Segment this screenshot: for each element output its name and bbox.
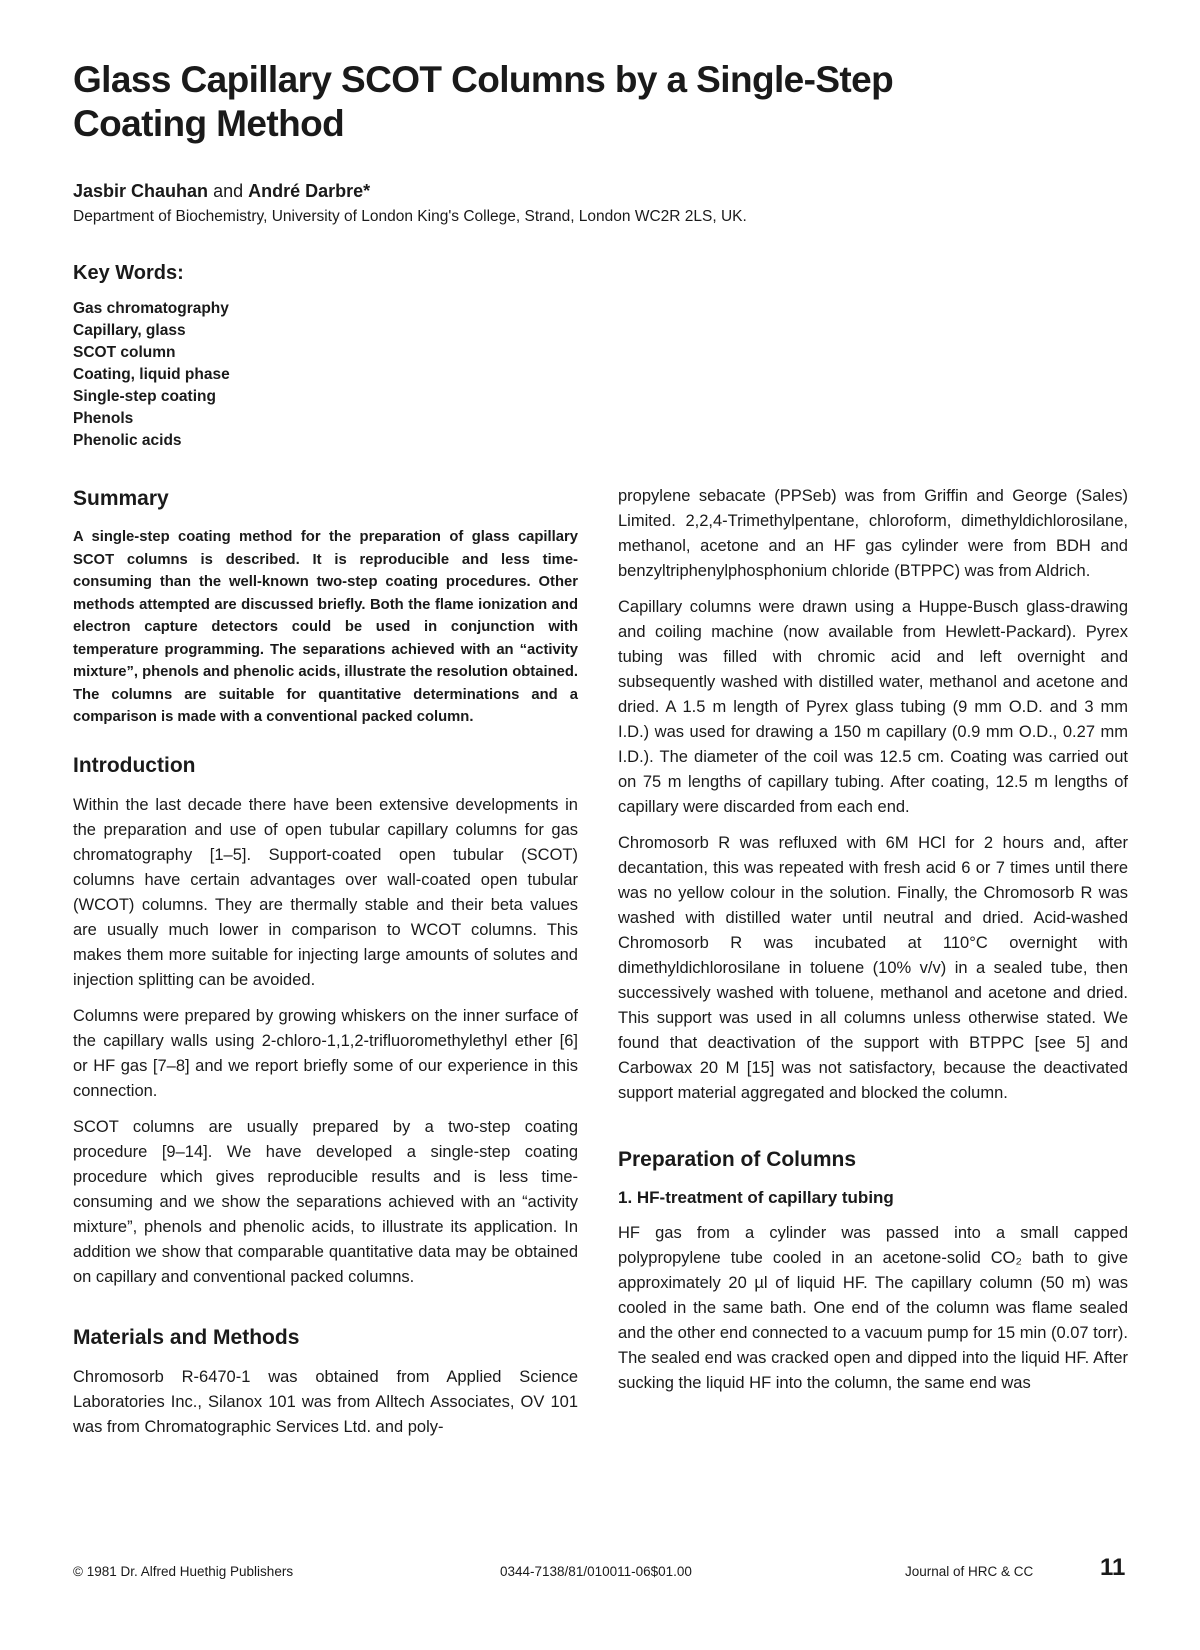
keywords-heading: Key Words:	[73, 262, 184, 284]
keyword-item: Capillary, glass	[73, 322, 186, 339]
author-name: Jasbir Chauhan	[73, 181, 209, 201]
summary-text: A single-step coating method for the preparation of glass capillary SCOT columns is described. It is reproducible and less time-consuming than the well-known two-step coating procedures. Other methods attempted are discussed briefly. Both the flame ionization and electron capture detectors could be used in conjunction with temperature programming. The separations achieved with an “activity mixture”, phenols and phenolic acids, illustrate the resolution obtained. The columns are suitable for quantitative determinations and a comparison is made with a conventional packed column.	[73, 529, 578, 725]
summary-heading: Summary	[73, 487, 169, 510]
page-number: 11	[1100, 1554, 1126, 1581]
introduction-heading: Introduction	[73, 753, 196, 777]
keywords-list	[73, 298, 230, 452]
footer-code: 0344-7138/81/010011-06$01.00	[500, 1564, 692, 1579]
affiliation: Department of Biochemistry, University of London King's College, Strand, London WC2R 2LS, UK.	[73, 208, 747, 225]
footer-copyright: © 1981 Dr. Alfred Huethig Publishers	[73, 1564, 294, 1579]
materials-paragraph: propylene sebacate (PPSeb) was from Griffin and George (Sales) Limited. 2,2,4-Trimethylpentane, chloroform, dimethyldichlorosilane, methanol, acetone and an HF gas cylinder were from BDH and benzyltriphenylphosphonium chloride (BTPPC) was from Aldrich.	[618, 487, 1128, 580]
keyword-item: Phenolic acids	[73, 432, 182, 449]
preparation-heading: Preparation of Columns	[618, 1148, 857, 1171]
preparation-paragraph: HF gas from a cylinder was passed into a small capped polypropylene tube cooled in an acetone-solid CO₂ bath to give approximately 20 µl of liquid HF. The capillary column (50 m) was cooled in the same bath. One end of the column was flame sealed and the other end connected to a vacuum pump for 15 min (0.07 torr). The sealed end was cracked open and dipped into the liquid HF. After sucking the liquid HF into the column, the same end was	[618, 1224, 1128, 1392]
keyword-item: Gas chromatography	[73, 300, 229, 317]
author-line	[73, 180, 370, 202]
materials-paragraph: Chromosorb R-6470-1 was obtained from Applied Science Laboratories Inc., Silanox 101 was from Alltech Associates, OV 101 was from Chromatographic Services Ltd. and poly-	[73, 1367, 578, 1436]
author-name: André Darbre*	[248, 181, 371, 201]
keyword-item: Coating, liquid phase	[73, 366, 230, 383]
preparation-subheading: 1. HF-treatment of capillary tubing	[618, 1188, 894, 1207]
footer-journal: Journal of HRC & CC	[905, 1564, 1034, 1579]
keyword-item: SCOT column	[73, 344, 176, 361]
keyword-item: Phenols	[73, 410, 134, 427]
materials-heading: Materials and Methods	[73, 1325, 300, 1349]
intro-paragraph: Within the last decade there have been extensive developments in the preparation and use of open tubular capillary columns for gas chromatography [1–5]. Support-coated open tubular (SCOT) columns have certain advantages over wall-coated open tubular (WCOT) columns. They are thermally stable and their beta values are usually much lower in comparison to WCOT columns. This makes them more suitable for injecting large amounts of solutes and injection splitting can be avoided.	[73, 795, 578, 989]
materials-paragraph: Chromosorb R was refluxed with 6M HCl for 2 hours and, after decantation, this was repeated with fresh acid 6 or 7 times until there was no yellow colour in the solution. Finally, the Chromosorb R was washed with distilled water until neutral and dried. Acid-washed Chromosorb R was incubated at 110°C overnight with dimethyldichlorosilane in toluene (10% v/v) in a sealed tube, then successively washed with toluene, methanol and acetone and dried. This support was used in all columns unless otherwise stated. We found that deactivation of the support with BTPPC [see 5] and Carbowax 20 M [15] was not satisfactory, because the deactivated support material aggregated and blocked the column.	[618, 834, 1128, 1102]
author-conjunction: and	[213, 181, 244, 201]
right-column	[618, 484, 1128, 1407]
materials-paragraph: Capillary columns were drawn using a Huppe-Busch glass-drawing and coiling machine (now available from Hewlett-Packard). Pyrex tubing was filled with chromic acid and left overnight and subsequently washed with distilled water, methanol and acetone and dried. A 1.5 m length of Pyrex glass tubing (9 mm O.D. and 3 mm I.D.) was used for drawing a 150 m capillary (0.9 mm O.D., 0.27 mm I.D.). The diameter of the coil was 12.5 cm. Coating was carried out on 75 m lengths of capillary tubing. After coating, 12.5 m lengths of capillary were discarded from each end.	[618, 598, 1128, 816]
left-column	[73, 486, 578, 1451]
paper-title: Glass Capillary SCOT Columns by a Single-Step Coating Method	[73, 59, 894, 144]
intro-paragraph: Columns were prepared by growing whiskers on the inner surface of the capillary walls using 2-chloro-1,1,2-trifluoromethylethyl ether [6] or HF gas [7–8] and we report briefly some of our experience in this connection.	[73, 1006, 578, 1100]
intro-paragraph: SCOT columns are usually prepared by a two-step coating procedure [9–14]. We have developed a single-step coating procedure which gives reproducible results and is less time-consuming and we show the separations achieved with an “activity mixture”, phenols and phenolic acids, to illustrate its application. In addition we show that comparable quantitative data may be obtained on capillary and conventional packed columns.	[73, 1117, 578, 1286]
keyword-item: Single-step coating	[73, 388, 216, 405]
